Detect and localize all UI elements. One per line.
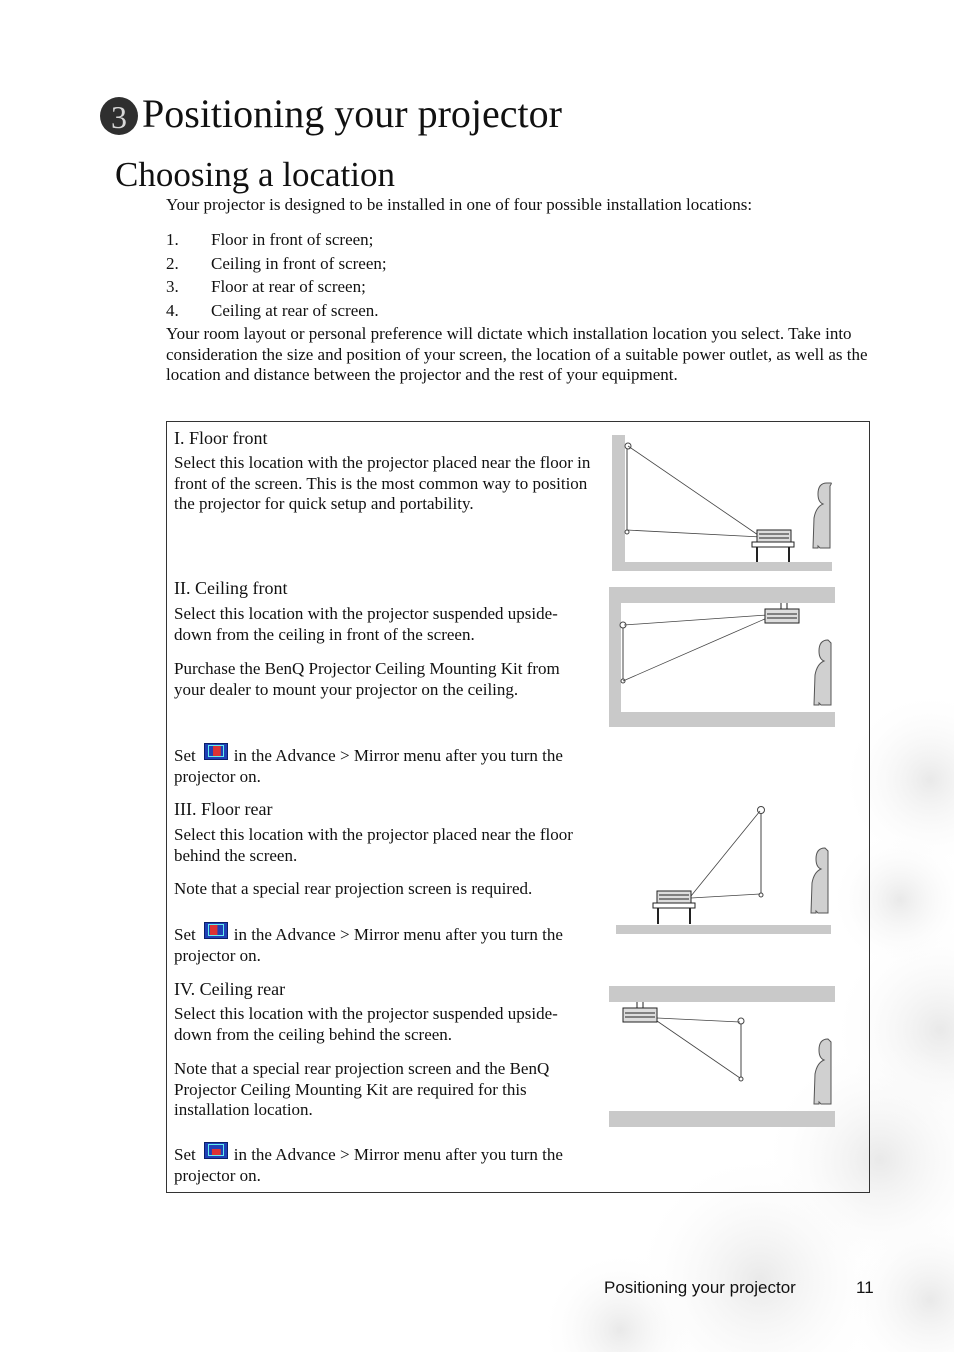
section-title: Choosing a location <box>115 155 395 194</box>
ceiling-front-diagram <box>607 585 837 730</box>
floor-rear-heading: III. Floor rear <box>174 799 273 819</box>
page-number: 11 <box>856 1278 874 1297</box>
room-layout-note: Your room layout or personal preference will dictate which installation location you select. Take into consideration the size and position of your screen, the location of a suitable power outlet, as well as the location and distance between the projector and the rest of your equipment. <box>166 324 868 384</box>
floor-front-description: Select this location with the projector placed near the floor in front of the screen. This is the most common way to position the projector for quick setup and portability. <box>174 453 591 513</box>
ceiling-rear-description: Select this location with the projector suspended upside-down from the ceiling behind the screen. <box>174 1004 558 1044</box>
mirror-rear-ceiling-icon <box>204 1142 228 1159</box>
ceiling-rear-heading: IV. Ceiling rear <box>174 979 286 999</box>
ceiling-front-kit-note: Purchase the BenQ Projector Ceiling Mounting Kit from your dealer to mount your projector on the ceiling. <box>174 659 560 699</box>
ceiling-rear-diagram <box>607 984 837 1129</box>
floor-front-diagram <box>609 432 834 574</box>
floor-front-heading: I. Floor front <box>174 428 268 448</box>
installation-locations-box <box>166 421 870 1193</box>
ceiling-front-description: Select this location with the projector suspended upside-down from the ceiling in front of the screen. <box>174 604 558 644</box>
mirror-front-ceiling-icon <box>204 743 228 760</box>
ceiling-rear-screen-note: Note that a special rear projection screen and the BenQ Projector Ceiling Mounting Kit are required for this installation location. <box>174 1059 550 1119</box>
chapter-title: Positioning your projector <box>142 91 562 136</box>
footer-chapter-title: Positioning your projector <box>604 1278 796 1297</box>
floor-rear-set-instruction: Set in the Advance > Mirror menu after you turn the projector on. <box>174 922 599 966</box>
floor-rear-screen-note: Note that a special rear projection screen is required. <box>174 879 533 898</box>
ceiling-rear-set-instruction: Set in the Advance > Mirror menu after you turn the projector on. <box>174 1142 599 1186</box>
ceiling-front-set-instruction: Set in the Advance > Mirror menu after you turn the projector on. <box>174 743 599 787</box>
mirror-rear-floor-icon <box>204 922 228 939</box>
intro-text: Your projector is designed to be installed in one of four possible installation locations: <box>166 195 753 214</box>
floor-rear-diagram <box>613 802 838 937</box>
ceiling-front-heading: II. Ceiling front <box>174 578 288 598</box>
floor-rear-description: Select this location with the projector placed near the floor behind the screen. <box>174 825 573 865</box>
chapter-number-badge: 3 <box>100 97 138 135</box>
